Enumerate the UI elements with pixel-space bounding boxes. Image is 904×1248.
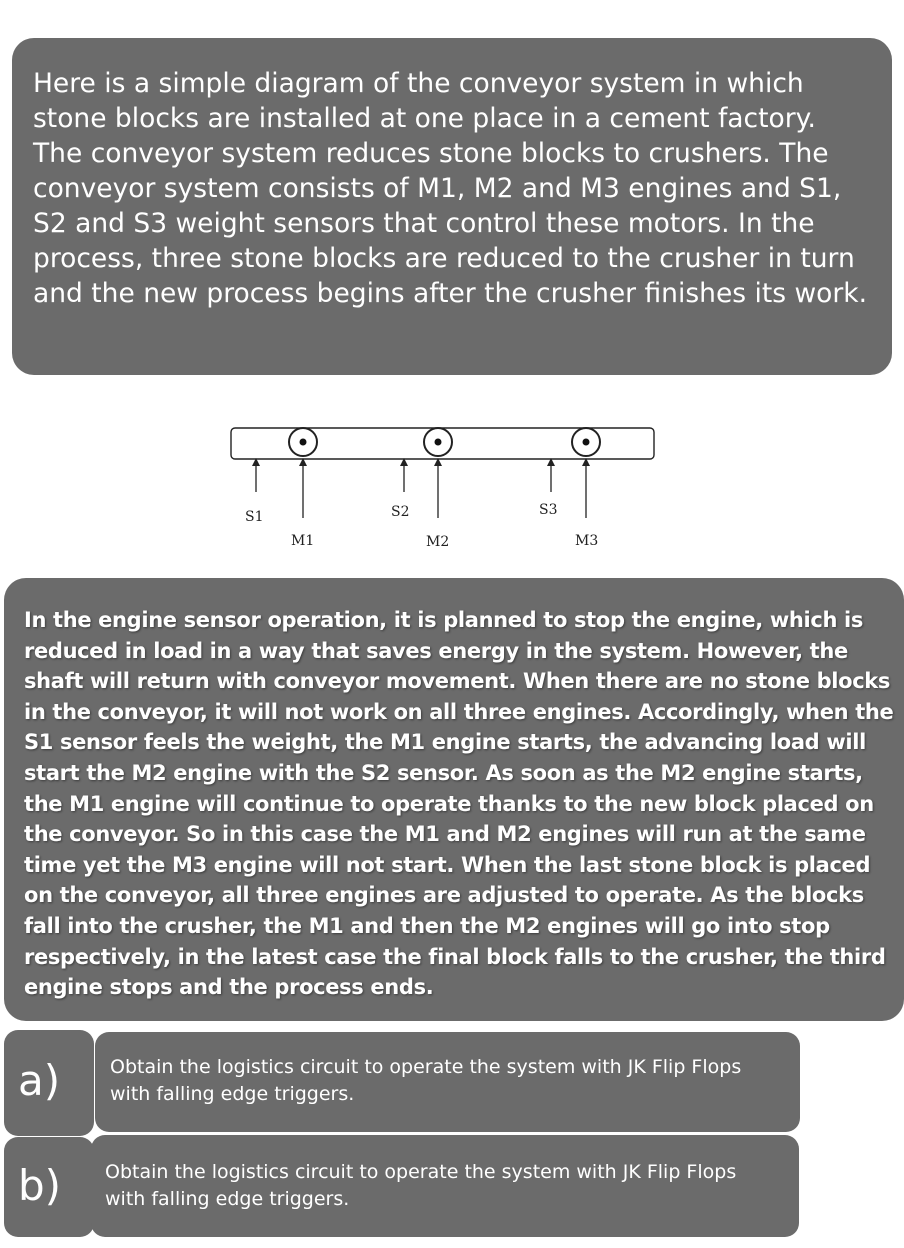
question-a-label-text: a): [18, 1056, 61, 1105]
sensor-arrow-s3: [547, 458, 555, 492]
conveyor-diagram: [0, 380, 904, 570]
question-b-label: [4, 1137, 94, 1237]
operation-paragraph-card: [4, 578, 904, 1021]
motor-arrow-m1: [299, 458, 307, 518]
sensor-label-s1: S1: [245, 509, 264, 525]
motor-label-m1: M1: [291, 533, 315, 549]
roller-m2-center: [435, 439, 442, 446]
question-a-label: [4, 1030, 94, 1136]
question-b-box: [91, 1135, 799, 1237]
sensor-label-s2: S2: [391, 504, 410, 520]
question-a-box: [95, 1032, 800, 1132]
question-b-label-text: b): [18, 1161, 62, 1210]
sensor-arrow-s1: [252, 458, 260, 492]
motor-label-m2: M2: [426, 534, 450, 550]
motor-arrow-m3: [582, 458, 590, 518]
sensor-arrow-s2: [400, 458, 408, 492]
motor-arrow-m2: [434, 458, 442, 518]
roller-m1-center: [300, 439, 307, 446]
sensor-label-s3: S3: [539, 502, 558, 518]
intro-paragraph-card: [12, 38, 892, 375]
roller-m3-center: [583, 439, 590, 446]
intro-text: Here is a simple diagram of the conveyor system in which stone blocks are installed at one place in a cement factory. The conveyor system reduces stone blocks to crushers. The conveyor system consists of M1, M2 and M3 engines and S1, S2 and S3 weight sensors that control these motors. In the process, three stone blocks are reduced to the crusher in turn and the new process begins after the crusher finishes its work.: [33, 68, 868, 309]
question-b-text: Obtain the logistics circuit to operate the system with JK Flip Flops with falling edge triggers.: [105, 1161, 737, 1210]
operation-text: In the engine sensor operation, it is planned to stop the engine, which is reduced in load in a way that saves energy in the system. However, the shaft will return with conveyor movement. When there are no stone blocks in the conveyor, it will not work on all three engines. Accordingly, when the S1 sensor feels the weight, the M1 engine starts, the advancing load will start the M2 engine with the S2 sensor. As soon as the M2 engine starts, the M1 engine will continue to operate thanks to the new block placed on the conveyor. So in this case the M1 and M2 engines will run at the same time yet the M3 engine will not start. When the last stone block is placed on the conveyor, all three engines are adjusted to operate. As the blocks fall into the crusher, the M1 and then the M2 engines will go into stop respectively, in the latest case the final block falls to the crusher, the third engine stops and the process ends.: [24, 608, 894, 1000]
question-a-text: Obtain the logistics circuit to operate the system with JK Flip Flops with falling edge triggers.: [110, 1056, 742, 1105]
motor-label-m3: M3: [575, 533, 599, 549]
